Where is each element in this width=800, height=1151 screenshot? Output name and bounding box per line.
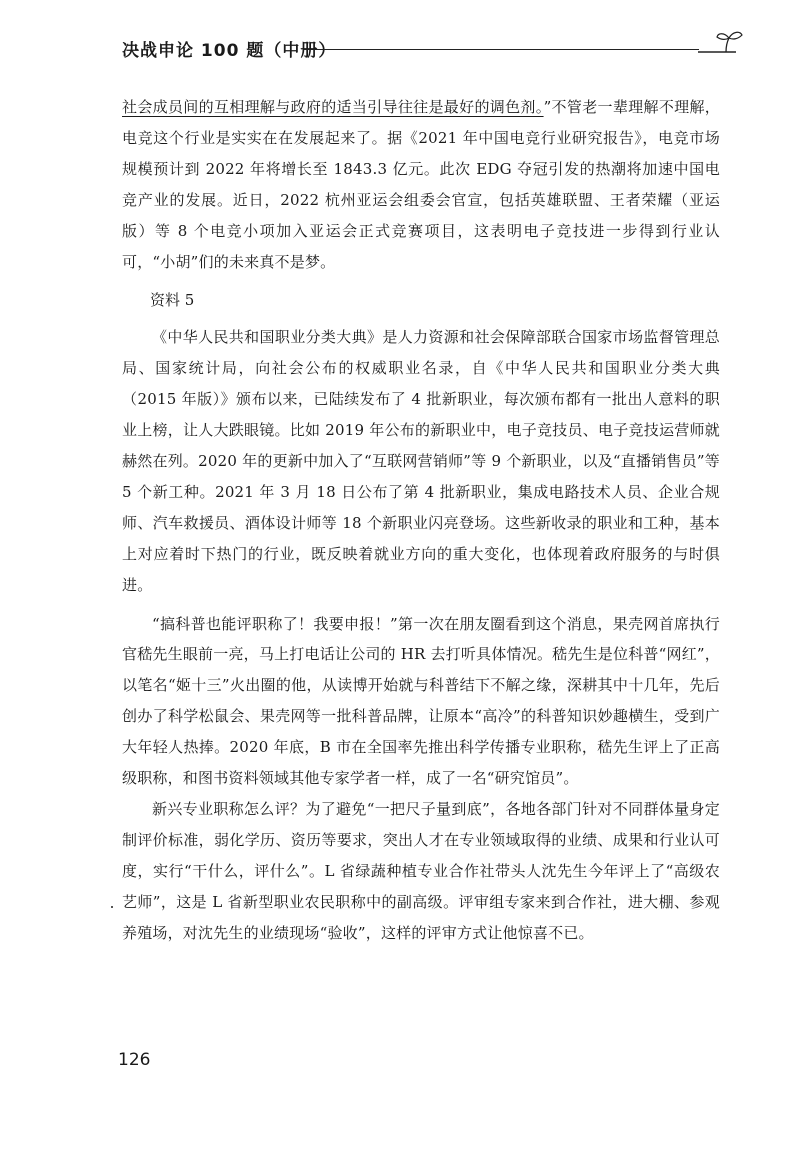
paragraph-4: 新兴专业职称怎么评？为了避免“一把尺子量到底”，各地各部门针对不同群体量身定制评价标准，弱化学历、资历等要求，突出人才在专业领域取得的业绩、成果和行业认可度，实行“干什么，评什么”。L 省绿蔬种植专业合作社带头人沈先生今年评上了“高级农艺师”，这是 L 省新型职业农民职称中的副高级。评审组专家来到合作社，进大棚、参观养殖场，对沈先生的业绩现场“验收”，这样的评审方式让他惊喜不已。 <box>122 799 720 942</box>
page-number: 126 <box>118 1050 151 1070</box>
underlined-sentence: 社会成员间的互相理解与政府的适当引导往往是最好的调色剂。 <box>122 98 544 116</box>
header-rule <box>304 49 699 50</box>
paragraph-1-text: ”不管老一辈理解不理解，电竞这个行业是实实在在发展起来了。据《2021 年中国电竞行业研究报告》，电竞市场规模预计到 2022 年将增长至 1843.3 亿元。此次 EDG 夺冠引发的热潮将加速中国电竞产业的发展。近日，2022 杭州亚运会组委会官宣，包括英雄联盟、王者荣耀（亚运版）等 8 个电竞小项加入亚运会正式竞赛项目，这表明电子竞技进一步得到行业认可，“小胡”们的未来真不是梦。 <box>122 98 720 271</box>
paragraph-3: “搞科普也能评职称了！我要申报！”第一次在朋友圈看到这个消息，果壳网首席执行官嵇先生眼前一亮，马上打电话让公司的 HR 去打听具体情况。嵇先生是位科普“网红”，以笔名“姬十三”火出圈的他，从读博开始就与科普结下不解之缘，深耕其中十几年，先后创办了科学松鼠会、果壳网等一批科普品牌，让原本“高冷”的科普知识妙趣横生，受到广大年轻人热捧。2020 年底，B 市在全国率先推出科学传播专业职称，嵇先生评上了正高级职称，和图书资料领域其他专家学者一样，成了一名“研究馆员”。 <box>122 614 720 788</box>
sprout-icon <box>696 30 744 58</box>
page-body <box>122 92 720 948</box>
paragraph-2: 《中华人民共和国职业分类大典》是人力资源和社会保障部联合国家市场监督管理总局、国家统计局，向社会公布的权威职业名录，自《中华人民共和国职业分类大典（2015 年版）》颁布以来，已陆续发布了 4 批新职业，每次颁布都有一批出人意料的职业上榜，让人大跌眼镜。比如 2019 年公布的新职业中，电子竞技员、电子竞技运营师就赫然在列。2020 年的更新中加入了“互联网营销师”等 9 个新职业，以及“直播销售员”等 5 个新工种。2021 年 3 月 18 日公布了第 4 批新职业，集成电路技术人员、企业合规师、汽车救援员、酒体设计师等 18 个新职业闪亮登场。这些新收录的职业和工种，基本上对应着时下热门的行业，既反映着就业方向的重大变化，也体现着政府服务的与时俱进。 <box>122 328 720 594</box>
section-title: 资料 5 <box>150 291 195 310</box>
paragraph-1 <box>122 92 720 277</box>
running-header <box>122 34 742 64</box>
header-title: 决战申论 100 题（中册） <box>122 41 337 61</box>
margin-mark <box>111 906 113 908</box>
